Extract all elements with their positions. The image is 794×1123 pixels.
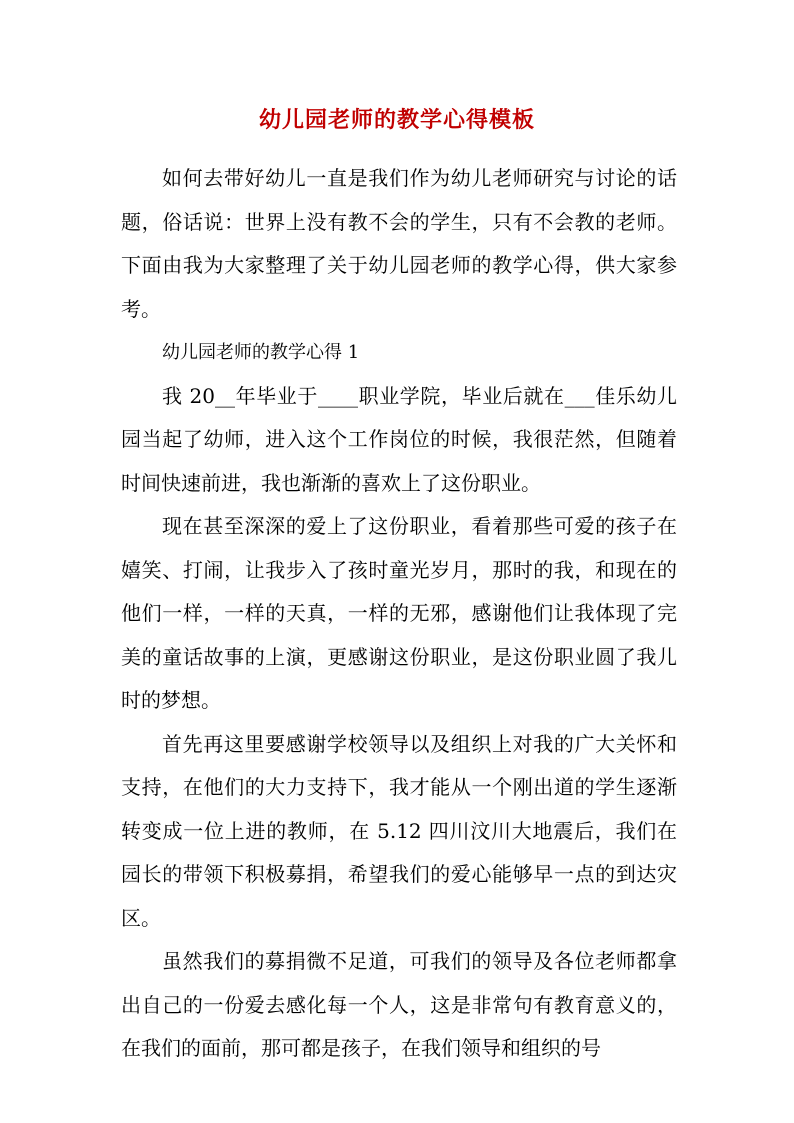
body-paragraph: 我 20__年毕业于____职业学院，毕业后就在___佳乐幼儿园当起了幼师，进入这个工作岗位的时候，我很茫然，但随着时间快速前进，我也渐渐的喜欢上了这份职业。	[121, 383, 677, 495]
document-body	[121, 157, 677, 1071]
body-paragraph: 首先再这里要感谢学校领导以及组织上对我的广大关怀和支持，在他们的大力支持下，我才能从一个刚出道的学生逐渐转变成一位上进的教师，在 5.12 四川汶川大地震后，我们在园长的带领下积极募捐，希望我们的爱心能够早一点的到达灾区。	[121, 731, 677, 930]
body-paragraph: 现在甚至深深的爱上了这份职业，看着那些可爱的孩子在嬉笑、打闹，让我步入了孩时童光岁月，那时的我，和现在的他们一样，一样的天真，一样的无邪，感谢他们让我体现了完美的童话故事的上演，更感谢这份职业，是这份职业圆了我儿时的梦想。	[121, 514, 677, 712]
document-title: 幼儿园老师的教学心得模板	[258, 107, 535, 133]
body-paragraph: 虽然我们的募捐微不足道，可我们的领导及各位老师都拿出自己的一份爱去感化每一个人，这是非常句有教育意义的，在我们的面前，那可都是孩子，在我们领导和组织的号	[121, 949, 677, 1060]
section-heading: 幼儿园老师的教学心得 1	[162, 342, 360, 363]
intro-paragraph: 如何去带好幼儿一直是我们作为幼儿老师研究与讨论的话题，俗话说：世界上没有教不会的学生，只有不会教的老师。下面由我为大家整理了关于幼儿园老师的教学心得，供大家参考。	[121, 166, 677, 321]
